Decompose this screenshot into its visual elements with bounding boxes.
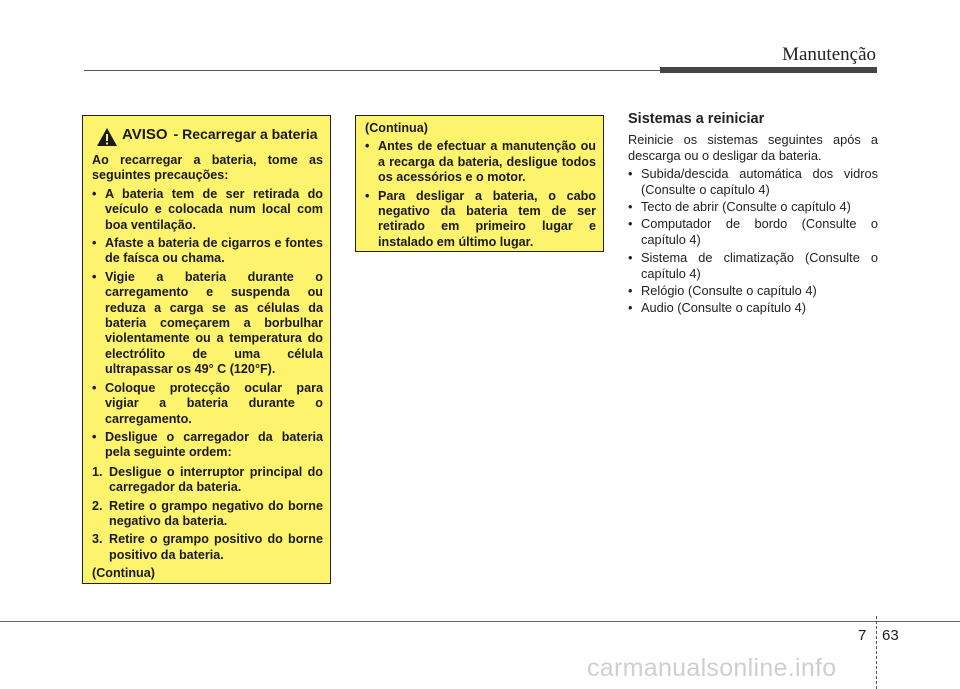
warning-label: AVISO (122, 126, 168, 143)
disconnect-steps (92, 465, 323, 563)
list-item-text: Computador de bordo (Consulte o capítulo 4) (641, 216, 878, 248)
step-item (92, 499, 323, 530)
list-item (92, 236, 323, 267)
list-item-text: Sistema de climatização (Consulte o capítulo 4) (641, 249, 878, 281)
section-intro: Reinicie os sistemas seguintes após a descarga ou o desligar da bateria. (628, 132, 878, 164)
list-item-text: Audio (Consulte o capítulo 4) (641, 300, 807, 316)
list-item-text: Tecto de abrir (Consulte o capítulo 4) (641, 199, 851, 215)
list-item (92, 381, 323, 427)
list-item (92, 270, 323, 378)
step-text: Retire o grampo negativo do borne negativo da bateria. (109, 498, 323, 528)
continues-note: (Continua) (92, 566, 155, 581)
step-number: 3. (92, 532, 103, 547)
chapter-number: 7 (858, 627, 867, 644)
step-text: Retire o grampo positivo do borne positivo da bateria. (109, 532, 323, 562)
reset-list (628, 166, 878, 317)
list-item (92, 430, 323, 461)
list-item-text: Relógio (Consulte o capítulo 4) (641, 283, 817, 299)
list-item (92, 187, 323, 233)
warning-bullets (92, 187, 323, 461)
warning-header (92, 126, 323, 147)
list-item (628, 250, 878, 282)
list-item-text: Afaste a bateria de cigarros e fontes de faísca ou chama. (105, 236, 323, 266)
list-item (628, 166, 878, 198)
warning-triangle-icon (96, 127, 118, 147)
chapter-title: Manutenção (782, 44, 876, 65)
bullet-icon: • (92, 380, 97, 395)
continued-heading: (Continua) (365, 121, 428, 135)
bullet-icon: • (628, 216, 633, 232)
bullet-icon: • (92, 186, 97, 201)
step-text: Desligue o interruptor principal do carregador da bateria. (109, 464, 323, 495)
bullet-icon: • (628, 249, 633, 265)
bullet-icon: • (628, 165, 633, 181)
list-item-text: Subida/descida automática dos vidros (Consulte o capítulo 4) (641, 165, 878, 197)
list-item-text: Coloque protecção ocular para vigiar a bateria durante o carregamento. (105, 380, 323, 426)
step-item (92, 465, 323, 496)
reset-systems-section (628, 111, 878, 317)
list-item (628, 199, 878, 215)
list-item (628, 283, 878, 299)
bullet-icon: • (628, 300, 633, 316)
step-number: 1. (92, 464, 103, 479)
header-rule (84, 70, 664, 71)
page-number: 63 (882, 627, 899, 644)
list-item (628, 300, 878, 316)
header-rule-thick (660, 67, 877, 73)
bullet-icon: • (628, 199, 633, 215)
bullet-icon: • (628, 283, 633, 299)
bullet-icon: • (92, 236, 97, 251)
continued-warning-box (355, 115, 604, 252)
list-item-text: Antes de efectuar a manutenção ou a recarga da bateria, desligue todos os acessórios e o motor. (378, 139, 596, 185)
bullet-icon: • (92, 429, 97, 444)
page-divider (876, 616, 877, 689)
list-item (365, 139, 596, 185)
list-item-text: Vigie a bateria durante o carregamento e suspenda ou reduza a carga se as células da bateria começarem a borbulhar violentamente ou a temperatura do electrólito de uma célula ultrapassar os 49° C (120°F). (105, 269, 323, 377)
footer-rule (0, 621, 960, 622)
warning-box (82, 115, 331, 584)
bullet-icon: • (365, 139, 370, 154)
continued-bullets (365, 139, 596, 250)
bullet-icon: • (365, 188, 370, 203)
step-number: 2. (92, 498, 103, 513)
list-item (365, 189, 596, 251)
watermark: carmanualsonline.info (587, 654, 837, 682)
step-item (92, 532, 323, 563)
list-item-text: Para desligar a bateria, o cabo negativo da bateria tem de ser retirado em primeiro lugar e instalado em último lugar. (378, 188, 596, 249)
list-item-text: Desligue o carregador da bateria pela seguinte ordem: (105, 429, 323, 460)
list-item (628, 216, 878, 248)
warning-title: - Recarregar a bateria (173, 126, 318, 142)
bullet-icon: • (92, 269, 97, 284)
warning-intro: Ao recarregar a bateria, tome as seguintes precauções: (92, 153, 323, 183)
section-title: Sistemas a reiniciar (628, 111, 765, 127)
list-item-text: A bateria tem de ser retirada do veículo e colocada num local com boa ventilação. (105, 186, 323, 232)
